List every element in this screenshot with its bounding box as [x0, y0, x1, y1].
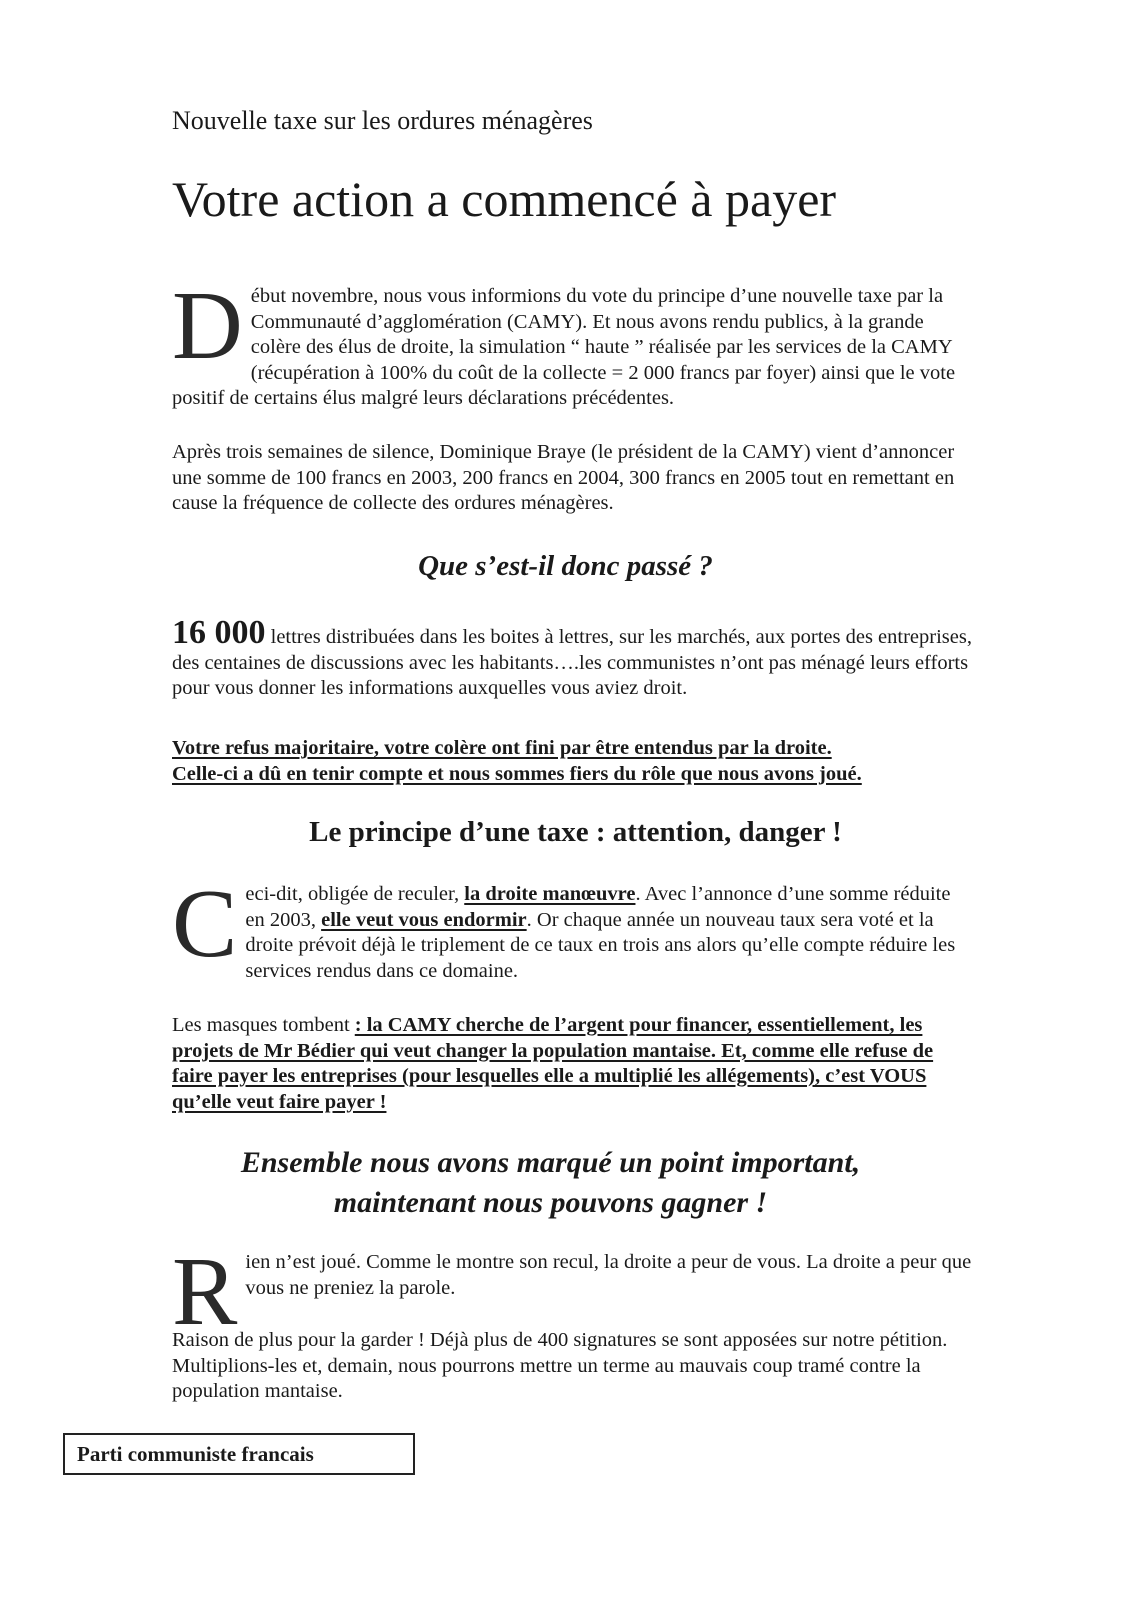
heading-line: maintenant nous pouvons gagner !	[333, 1186, 768, 1219]
emphasis: la droite manœuvre	[464, 883, 636, 905]
paragraph-nothing-played	[172, 1238, 972, 1346]
drop-cap: R	[172, 1238, 238, 1346]
paragraph-text: lettres distribuées dans les boites à lettres, sur les marchés, aux portes des entreprises, des centaines de discussions avec les habitants….les communistes n’ont pas ménagé leurs efforts pour vous donner les informations auxquelles vous aviez droit.	[172, 626, 972, 699]
heading-danger: Le principe d’une taxe : attention, danger !	[309, 816, 842, 848]
big-number: 16 000	[172, 614, 266, 651]
underlined-line: Celle-ci a dû en tenir compte et nous sommes fiers du rôle que nous avons joué.	[172, 762, 862, 785]
paragraph-text: ébut novembre, nous vous informions du vote du principe d’une nouvelle taxe par la Communauté d’agglomération (CAMY). Et nous avons rendu publics, à la grande colère des élus de droite, la simulation “ haute ” réalisée par les services de la CAMY (récupération à 100% du coût de la collecte = 2 000 francs par foyer) ainsi que le vote positif de certains élus malgré leurs déclarations précédentes.	[172, 285, 956, 409]
page-title: Votre action a commencé à payer	[172, 171, 837, 227]
heading-what-happened: Que s’est-il donc passé ?	[418, 550, 713, 582]
text: . Avec l’annonce d’une somme réduite en 2003,	[245, 883, 951, 931]
paragraph-maneuver	[172, 870, 972, 984]
emphasis: : la CAMY cherche de l’argent pour financer, essentiellement, les projets de Mr Bédier qui veut changer la population mantaise. Et, comme elle refuse de faire payer les entreprises (pour lesquelles elle a multiplié les allégements), c’est VOUS qu’elle veut faire payer !	[172, 1014, 934, 1113]
paragraph-text: ien n’est joué. Comme le montre son recul, la droite a peur de vous. La droite a peur que vous ne preniez la parole.	[245, 1251, 972, 1299]
paragraph-letters	[172, 614, 972, 702]
signature: Parti communiste francais	[77, 1442, 314, 1466]
paragraph-masks	[172, 1013, 977, 1115]
paragraph-intro	[172, 272, 972, 412]
emphasis: elle veut vous endormir	[321, 908, 527, 931]
text: Les masques tombent	[172, 1014, 355, 1036]
underlined-line: Votre refus majoritaire, votre colère ont fini par être entendus par la droite.	[172, 737, 832, 759]
paragraph-petition: Raison de plus pour la garder ! Déjà plus de 400 signatures se sont apposées sur notre pétition. Multiplions-les et, demain, nous pourrons mettre un terme au mauvais coup tramé contre la population mantaise.	[172, 1329, 948, 1402]
drop-cap: D	[172, 272, 243, 380]
heading-together	[0, 1143, 1116, 1223]
footer-signature-box	[63, 1433, 415, 1475]
text: . Or chaque année un nouveau taux sera voté et la droite prévoit déjà le triplement de ce taux en trois ans alors qu’elle compte réduire les services rendus dans ce domaine.	[245, 908, 956, 982]
subtitle: Nouvelle taxe sur les ordures ménagères	[172, 106, 593, 135]
text: eci-dit, obligée de reculer,	[245, 883, 465, 905]
heading-line: Ensemble nous avons marqué un point important,	[240, 1146, 861, 1179]
drop-cap: C	[172, 870, 238, 978]
paragraph-result	[172, 736, 992, 787]
paragraph-announcement: Après trois semaines de silence, Dominique Braye (le président de la CAMY) vient d’annoncer une somme de 100 francs en 2003, 200 francs en 2004, 300 francs en 2005 tout en remettant en cause la fréquence de collecte des ordures ménagères.	[172, 441, 955, 514]
